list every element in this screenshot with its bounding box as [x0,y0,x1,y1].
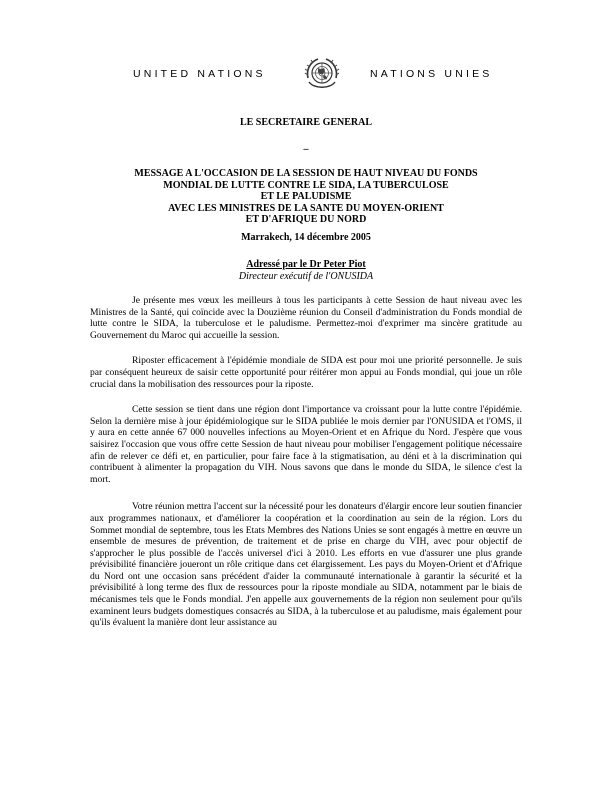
un-emblem-icon [300,56,344,92]
message-heading-line: MESSAGE A L'OCCASION DE LA SESSION DE HAUT NIVEAU DU FONDS [134,168,478,179]
org-name-french: NATIONS UNIES [370,68,493,80]
place-date: Marrakech, 14 décembre 2005 [241,232,371,243]
message-heading-line: ET D'AFRIQUE DU NORD [245,214,367,226]
addressed-by: Adressé par le Dr Peter Piot [246,259,366,270]
body-paragraph: Je présente mes vœux les meilleurs à tous les participants à cette Session de haut niveau avec les Ministres de la Santé, qui coïncide avec la Douzième réunion du Conseil d'administration du Fonds mondial de lutte contre le SIDA, la tuberculose et le paludisme. Permettez-moi d'exprimer ma sincère gratitude au Gouvernement du Maroc qui accueille la session. [90,295,522,341]
body-paragraph: Riposter efficacement à l'épidémie mondiale de SIDA est pour moi une priorité personnelle. Je suis par conséquent heureux de saisir cette opportunité pour réitérer mon appui au Fonds mondial, qui joue un rôle crucial dans la mobilisation des ressources pour la riposte. [90,355,522,390]
body-paragraph: Cette session se tient dans une région dont l'importance va croissant pour la lutte contre l'épidémie. Selon la dernière mise à jour épidémiologique sur le SIDA publiée le mois dernier par l'ONUSIDA et l'OMS, il y aura en cette année 67 000 nouvelles infections au Moyen-Orient et en Afrique du Nord. J'espère que vous saisirez l'occasion que vous offre cette Session de haut niveau pour mobiliser l'engagement politique nécessaire afin de relever ce défi et, en particulier, pour faire face à la stigmatisation, au déni et à la discrimination qui contribuent à alimenter la propagation du VIH. Nous savons que dans le monde du SIDA, le silence c'est la mort. [90,404,522,485]
message-body [90,295,522,643]
letterhead [0,56,612,92]
message-heading-line: ET LE PALUDISME [260,191,352,203]
body-paragraph: Votre réunion mettra l'accent sur la nécessité pour les donateurs d'élargir encore leur soutien financier aux programmes nationaux, et d'améliorer la coopération et la coordination au sein de la région. Lors du Sommet mondial de septembre, tous les Etats Membres des Nations Unies se sont engagés à mettre en œuvre un ensemble de mesures de prévention, de traitement et de prise en charge du VIH, avec pour objectif de s'approcher le plus possible de l'accès universel d'ici à 2010. Les efforts en vue d'assurer une plus grande prévisibilité financière joueront un rôle critique dans cet élargissement. Les pays du Moyen-Orient et d'Afrique du Nord ont une occasion sans précédent d'aider la communauté internationale à garantir la sécurité et la prévisibilité à long terme des flux de ressources pour la riposte mondiale au SIDA, notamment par le biais de mécanismes tels que le Fonds mondial. J'en appelle aux gouvernements de la région non seulement pour qu'ils examinent leurs budgets domestiques consacrés au SIDA, à la tuberculose et au paludisme, mais également pour qu'ils évaluent la manière dont leur assistance au [90,501,522,629]
title-separator: – [303,144,309,155]
addressed-role: Directeur exécutif de l'ONUSIDA [238,271,374,282]
org-name-english: UNITED NATIONS [133,68,266,80]
message-heading-line: MONDIAL DE LUTTE CONTRE LE SIDA, LA TUBERCULOSE [163,179,449,191]
message-heading [60,168,552,226]
message-heading-line: AVEC LES MINISTRES DE LA SANTE DU MOYEN-ORIENT [168,202,444,214]
page-title: LE SECRETAIRE GENERAL [239,117,373,128]
